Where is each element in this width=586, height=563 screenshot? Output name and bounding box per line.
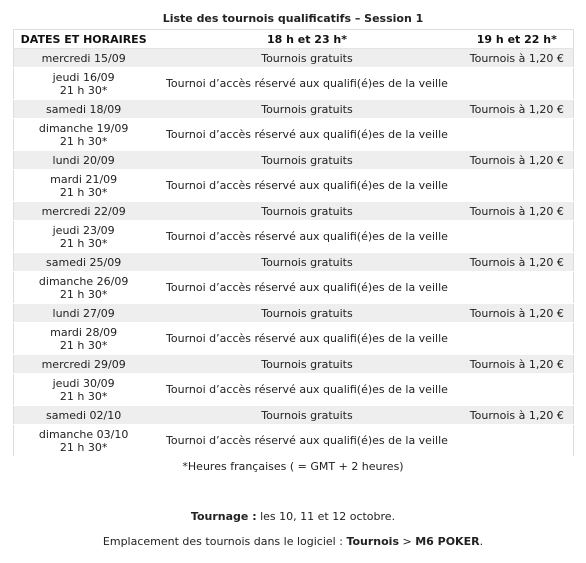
- header-18-23: 18 h et 23 h*: [153, 30, 460, 49]
- date-text: lundi 27/09: [52, 306, 115, 320]
- table-row: [14, 202, 574, 221]
- cell-19-22: Tournois à 1,20 €: [461, 100, 574, 119]
- cell-19-22: [461, 374, 574, 406]
- cell-date: [14, 49, 154, 68]
- time-text: 21 h 30*: [59, 83, 108, 97]
- cell-date: [14, 202, 154, 221]
- time-text: 21 h 30*: [59, 338, 108, 352]
- table-row: [14, 272, 574, 304]
- header-19-22: 19 h et 22 h*: [461, 30, 574, 49]
- cell-19-22: Tournois à 1,20 €: [461, 355, 574, 374]
- cell-18-23: Tournois gratuits: [153, 253, 460, 272]
- cell-19-22: Tournois à 1,20 €: [461, 406, 574, 425]
- time-text: 21 h 30*: [59, 440, 108, 454]
- cell-19-22: [461, 68, 574, 100]
- table-row: [14, 119, 574, 151]
- date-text: mardi 21/09: [50, 172, 118, 186]
- cell-18-23: Tournoi d’accès réservé aux qualifi(é)es de la veille: [153, 323, 460, 355]
- cell-19-22: Tournois à 1,20 €: [461, 304, 574, 323]
- cell-19-22: [461, 272, 574, 304]
- cell-date: [14, 100, 154, 119]
- cell-date: [14, 221, 154, 253]
- cell-date: [14, 68, 154, 100]
- date-text: dimanche 26/09: [38, 274, 129, 288]
- table-row: [14, 355, 574, 374]
- cell-18-23: Tournoi d’accès réservé aux qualifi(é)es de la veille: [153, 68, 460, 100]
- date-text: jeudi 30/09: [52, 376, 115, 390]
- table-row: [14, 151, 574, 170]
- cell-date: [14, 119, 154, 151]
- cell-19-22: Tournois à 1,20 €: [461, 151, 574, 170]
- cell-19-22: [461, 221, 574, 253]
- menu-path-tournois: Tournois: [346, 535, 399, 548]
- cell-date: [14, 170, 154, 202]
- cell-date: [14, 374, 154, 406]
- schedule-table: [13, 29, 574, 457]
- date-text: dimanche 19/09: [38, 121, 129, 135]
- date-text: mercredi 29/09: [41, 357, 126, 371]
- cell-18-23: Tournois gratuits: [153, 100, 460, 119]
- cell-date: [14, 151, 154, 170]
- table-row: [14, 304, 574, 323]
- menu-path-separator: >: [399, 535, 416, 548]
- time-text: 21 h 30*: [59, 134, 108, 148]
- emplacement-text: Emplacement des tournois dans le logiciel :: [102, 535, 347, 548]
- cell-18-23: Tournoi d’accès réservé aux qualifi(é)es de la veille: [153, 221, 460, 253]
- date-text: mercredi 15/09: [41, 51, 126, 65]
- menu-path-m6-poker: M6 POKER: [415, 535, 480, 548]
- cell-18-23: Tournois gratuits: [153, 304, 460, 323]
- date-text: mercredi 22/09: [41, 204, 126, 218]
- cell-18-23: Tournois gratuits: [153, 49, 460, 68]
- table-row: [14, 374, 574, 406]
- table-header-row: [14, 30, 574, 49]
- table-row: [14, 170, 574, 202]
- cell-19-22: [461, 119, 574, 151]
- cell-date: [14, 272, 154, 304]
- cell-19-22: Tournois à 1,20 €: [461, 253, 574, 272]
- table-row: [14, 323, 574, 355]
- table-row: [14, 221, 574, 253]
- date-text: jeudi 16/09: [52, 70, 115, 84]
- cell-date: [14, 323, 154, 355]
- date-text: jeudi 23/09: [52, 223, 115, 237]
- cell-19-22: Tournois à 1,20 €: [461, 202, 574, 221]
- table-row: [14, 68, 574, 100]
- table-row: [14, 425, 574, 457]
- cell-18-23: Tournoi d’accès réservé aux qualifi(é)es de la veille: [153, 425, 460, 457]
- table-row: [14, 100, 574, 119]
- cell-date: [14, 406, 154, 425]
- cell-19-22: [461, 170, 574, 202]
- tournage-dates: les 10, 11 et 12 octobre.: [256, 510, 396, 523]
- cell-18-23: Tournois gratuits: [153, 406, 460, 425]
- cell-19-22: Tournois à 1,20 €: [461, 49, 574, 68]
- date-text: samedi 25/09: [46, 255, 122, 269]
- header-dates: DATES ET HORAIRES: [14, 30, 154, 49]
- cell-date: [14, 304, 154, 323]
- table-row: [14, 406, 574, 425]
- cell-date: [14, 253, 154, 272]
- cell-date: [14, 425, 154, 457]
- cell-18-23: Tournois gratuits: [153, 151, 460, 170]
- cell-18-23: Tournoi d’accès réservé aux qualifi(é)es de la veille: [153, 119, 460, 151]
- cell-18-23: Tournois gratuits: [153, 202, 460, 221]
- table-row: [14, 49, 574, 68]
- footnote: *Heures françaises ( = GMT + 2 heures): [182, 460, 404, 473]
- table-row: [14, 253, 574, 272]
- cell-18-23: Tournois gratuits: [153, 355, 460, 374]
- cell-18-23: Tournoi d’accès réservé aux qualifi(é)es de la veille: [153, 272, 460, 304]
- time-text: 21 h 30*: [59, 185, 108, 199]
- menu-path-end: .: [479, 535, 484, 548]
- date-text: mardi 28/09: [50, 325, 118, 339]
- cell-date: [14, 355, 154, 374]
- cell-19-22: [461, 323, 574, 355]
- tournage-line: [0, 510, 586, 523]
- date-text: samedi 02/10: [46, 408, 122, 422]
- time-text: 21 h 30*: [59, 287, 108, 301]
- cell-19-22: [461, 425, 574, 457]
- time-text: 21 h 30*: [59, 236, 108, 250]
- date-text: samedi 18/09: [46, 102, 122, 116]
- time-text: 21 h 30*: [59, 389, 108, 403]
- date-text: lundi 20/09: [52, 153, 115, 167]
- tournage-label: Tournage :: [190, 510, 257, 523]
- emplacement-line: [0, 535, 586, 548]
- cell-18-23: Tournoi d’accès réservé aux qualifi(é)es de la veille: [153, 170, 460, 202]
- page-title: Liste des tournois qualificatifs – Session 1: [162, 12, 424, 25]
- date-text: dimanche 03/10: [38, 427, 129, 441]
- cell-18-23: Tournoi d’accès réservé aux qualifi(é)es de la veille: [153, 374, 460, 406]
